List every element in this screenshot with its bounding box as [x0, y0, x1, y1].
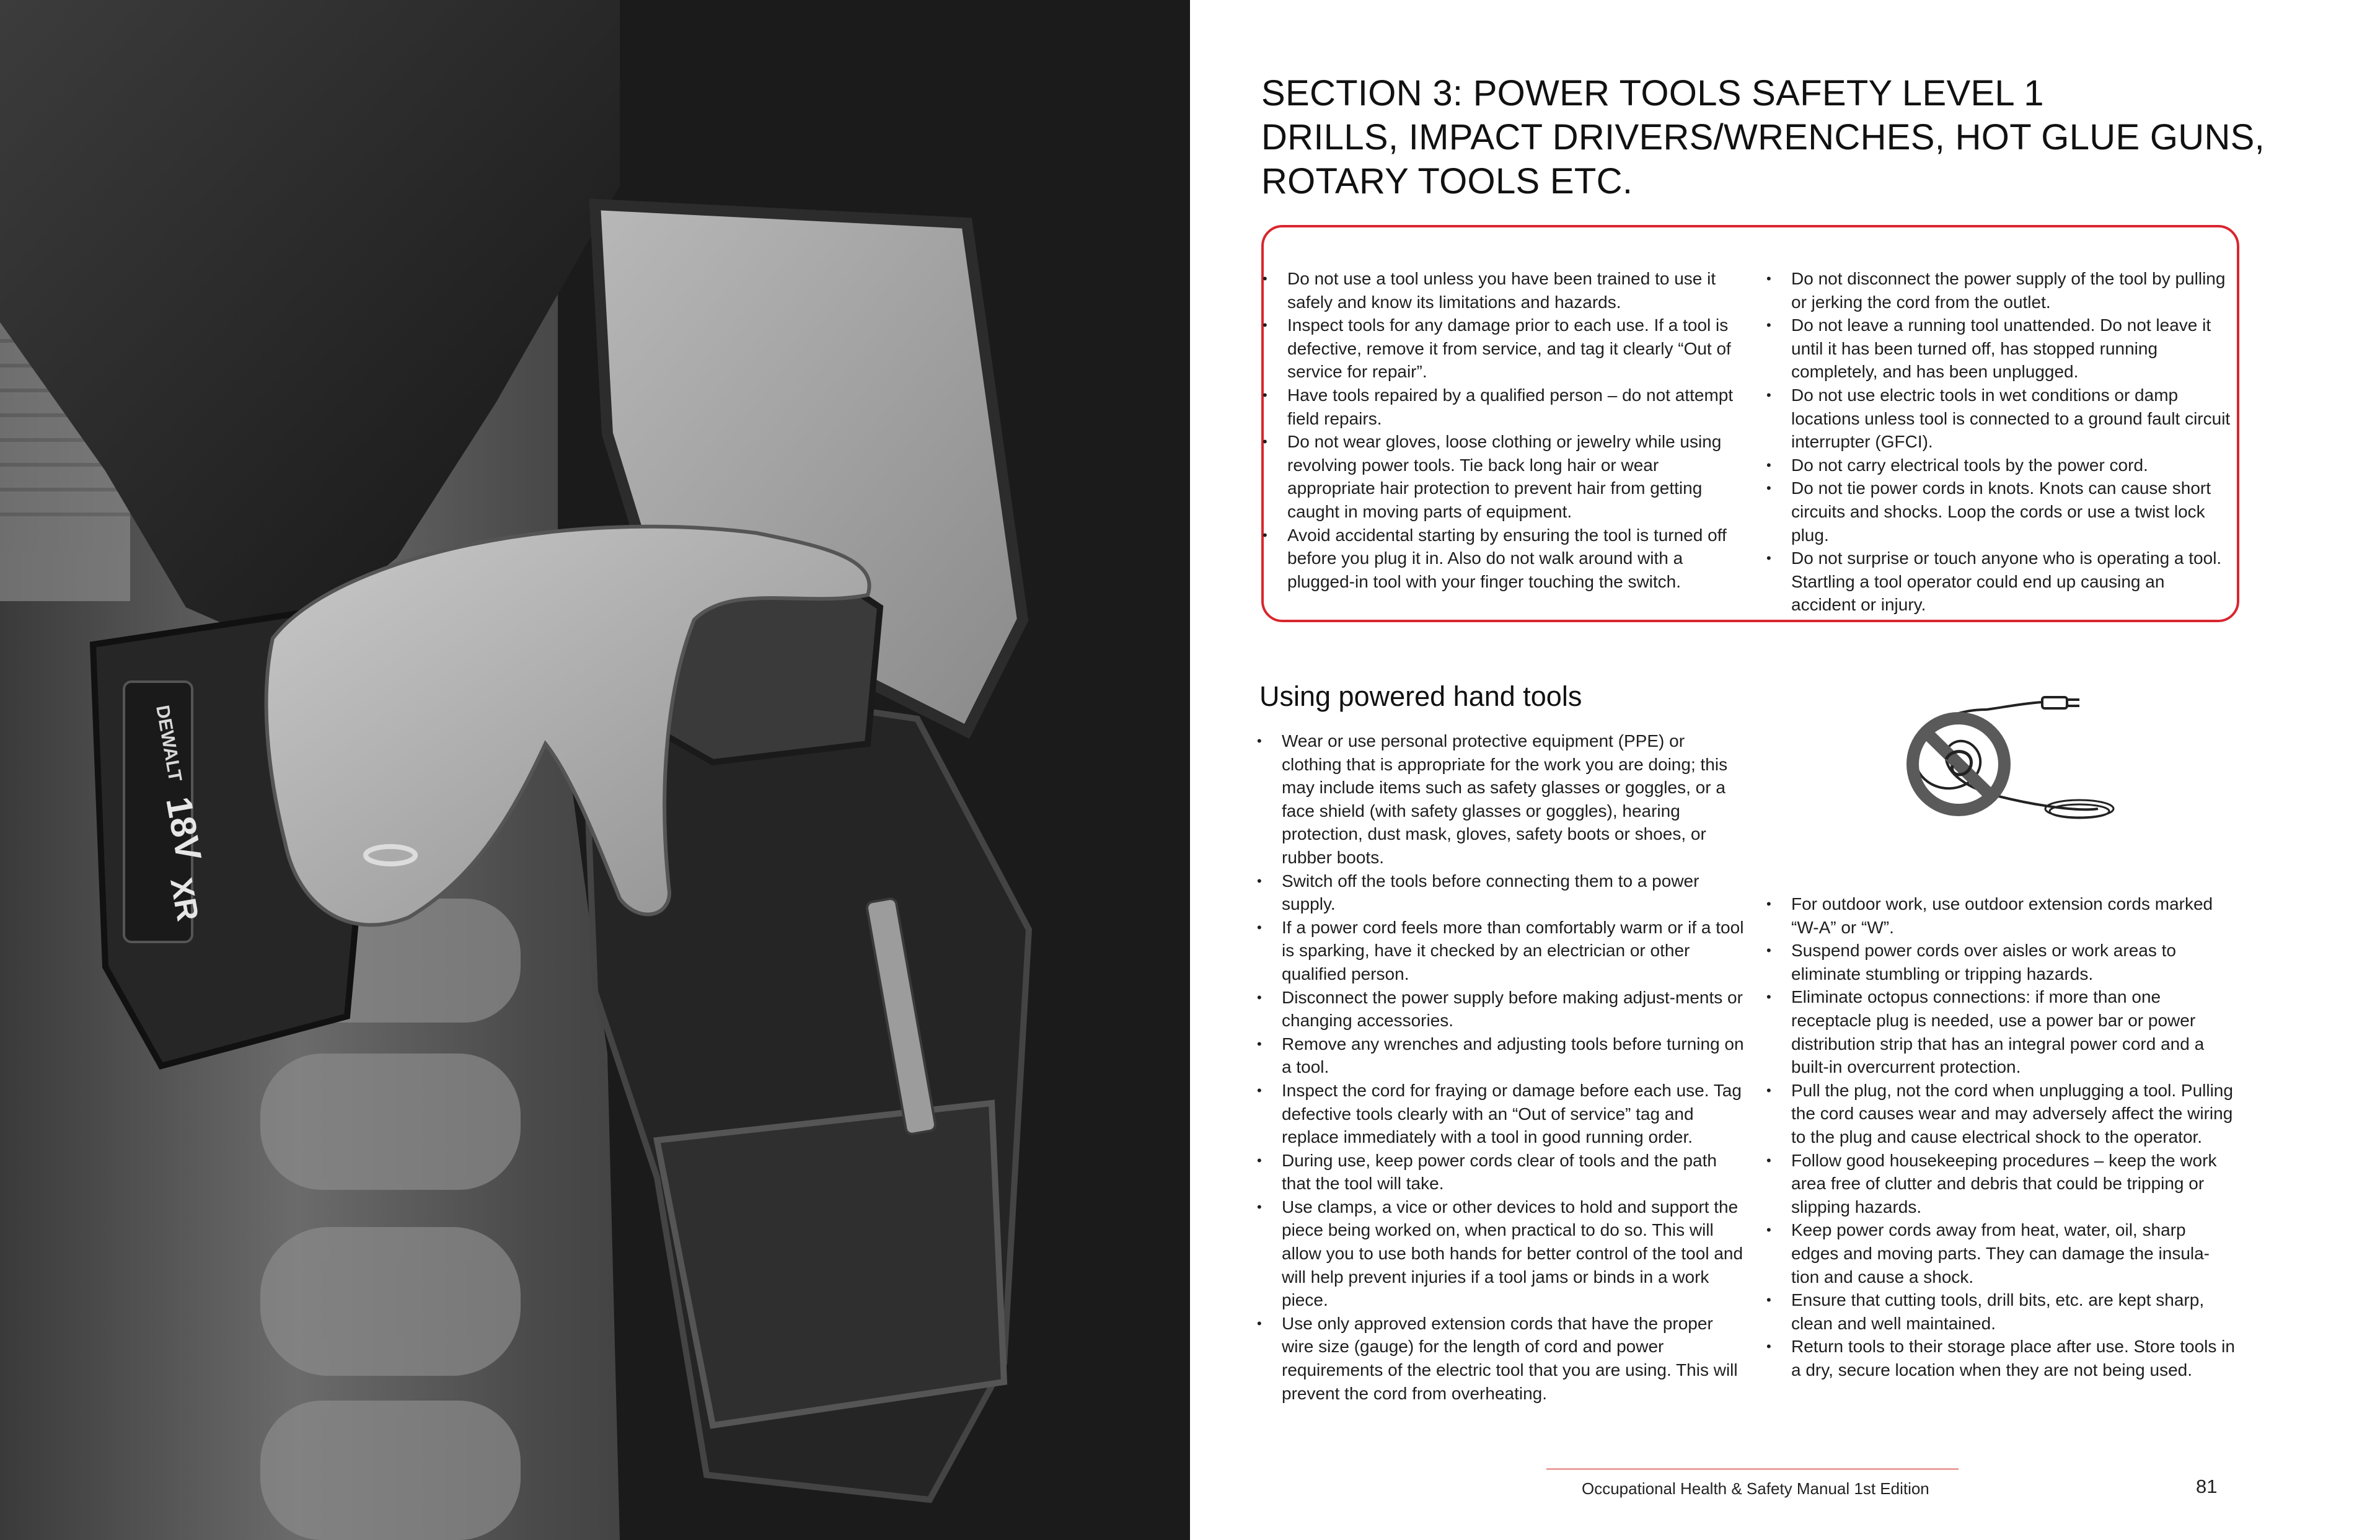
- warning-box-right-column: [1766, 267, 2231, 617]
- hand-tools-list-right: [1766, 892, 2237, 1381]
- list-item: • Do not wear gloves, loose clothing or jewelry while using revolving power tools. Tie back long hair or wear appropriate hair protection to prevent hair from getting caught in moving parts of equipment.: [1263, 430, 1740, 523]
- page-number: 81: [2196, 1476, 2218, 1497]
- manual-page: [1190, 0, 2380, 1540]
- list-item: • Suspend power cords over aisles or work areas to eliminate stumbling or tripping hazards.: [1766, 939, 2237, 985]
- battery-series-text: XR: [164, 875, 206, 924]
- list-item: • Switch off the tools before connecting them to a power supply.: [1257, 869, 1747, 916]
- list-item: • Return tools to their storage place after use. Store tools in a dry, secure location when they are not being used.: [1766, 1335, 2237, 1381]
- list-item: • Remove any wrenches and adjusting tools before turning on a tool.: [1257, 1032, 1747, 1079]
- battery-brand-text: DEWALT: [152, 703, 186, 783]
- warning-box-left-column: [1263, 267, 1740, 593]
- list-item: • Wear or use personal protective equipment (PPE) or clothing that is appropriate for the work you are doing; this may include items such as safety glasses or goggles, or a face shield (with safety glasses or goggles), hearing protection, dust mask, gloves, safety boots or shoes, or rubber boots.: [1257, 729, 1747, 869]
- list-item: • Do not carry electrical tools by the power cord.: [1766, 454, 2231, 477]
- section-title-line-2: DRILLS, IMPACT DRIVERS/WRENCHES, HOT GLUE GUNS,: [1261, 117, 2265, 157]
- no-knotted-cord-icon: [1893, 685, 2123, 837]
- list-item: • Keep power cords away from heat, water, oil, sharp edges and moving parts. They can damage the insula-tion and cause a shock.: [1766, 1218, 2237, 1288]
- list-item: • Do not tie power cords in knots. Knots can cause short circuits and shocks. Loop the cords or use a twist lock plug.: [1766, 477, 2231, 547]
- list-item: • Do not use electric tools in wet conditions or damp locations unless tool is connected to a ground fault circuit interrupter (GFCI).: [1766, 384, 2231, 454]
- list-item: • Do not use a tool unless you have been trained to use it safely and know its limitations and hazards.: [1263, 267, 1740, 314]
- section-title-line-1: SECTION 3: POWER TOOLS SAFETY LEVEL 1: [1261, 73, 2044, 113]
- battery-voltage-text: 18V: [158, 793, 209, 864]
- list-item: • Eliminate octopus connections: if more than one receptacle plug is needed, use a power bar or power distribution strip that has an integral power cord and a built-in overcurrent protection.: [1766, 985, 2237, 1078]
- list-item: • Do not leave a running tool unattended. Do not leave it until it has been turned off, has stopped running completely, and has been unplugged.: [1766, 314, 2231, 384]
- list-item: • Follow good housekeeping procedures – keep the work area free of clutter and debris that could be tripping or slipping hazards.: [1766, 1149, 2237, 1219]
- list-item: • Inspect tools for any damage prior to each use. If a tool is defective, remove it from service, and tag it clearly “Out of service for repair”.: [1263, 314, 1740, 384]
- list-item: • Disconnect the power supply before making adjust-ments or changing accessories.: [1257, 986, 1747, 1032]
- list-item: • Inspect the cord for fraying or damage before each use. Tag defective tools clearly with an “Out of service” tag and replace immediately with a tool in good running order.: [1257, 1079, 1747, 1149]
- hand-tools-right-column: [1766, 892, 2237, 1381]
- list-item: • If a power cord feels more than comfortably warm or if a tool is sparking, have it checked by an electrician or other qualified person.: [1257, 916, 1747, 986]
- hand-tools-heading: Using powered hand tools: [1259, 680, 1582, 712]
- list-item: • Use clamps, a vice or other devices to hold and support the piece being worked on, when practical to do so. This will allow you to use both hands for better control of the tool and will help prevent injuries if a tool jams or binds in a work piece.: [1257, 1195, 1747, 1312]
- section-title: [1261, 71, 2315, 203]
- list-item: • Do not disconnect the power supply of the tool by pulling or jerking the cord from the outlet.: [1766, 267, 2231, 314]
- hand-tools-left-column: [1257, 729, 1747, 1405]
- list-item: • Avoid accidental starting by ensuring the tool is turned off before you plug it in. Also do not walk around with a plugged-in tool with your finger touching the switch.: [1263, 524, 1740, 594]
- list-item: • Use only approved extension cords that have the proper wire size (gauge) for the length of cord and power requirements of the electric tool that you are using. This will prevent the cord from overheating.: [1257, 1312, 1747, 1405]
- warning-list-right: [1766, 267, 2231, 617]
- list-item: • Pull the plug, not the cord when unplugging a tool. Pulling the cord causes wear and may adversely affect the wiring to the plug and cause electrical shock to the operator.: [1766, 1079, 2237, 1149]
- side-pocket: [657, 1103, 1004, 1425]
- footer-divider: [1546, 1468, 1959, 1470]
- list-item: • Do not surprise or touch anyone who is operating a tool. Startling a tool operator could end up causing an accident or injury.: [1766, 547, 2231, 617]
- hand-tools-list-left: [1257, 729, 1747, 1405]
- section-title-line-3: ROTARY TOOLS ETC.: [1261, 161, 1633, 201]
- list-item: • Ensure that cutting tools, drill bits, etc. are kept sharp, clean and well maintained.: [1766, 1288, 2237, 1335]
- footer-manual-title: Occupational Health & Safety Manual 1st Edition: [1582, 1479, 1929, 1498]
- list-item: • Have tools repaired by a qualified person – do not attempt field repairs.: [1263, 384, 1740, 430]
- list-item: • For outdoor work, use outdoor extension cords marked “W-A” or “W”.: [1766, 892, 2237, 939]
- list-item: • During use, keep power cords clear of tools and the path that the tool will take.: [1257, 1149, 1747, 1195]
- warning-list-left: [1263, 267, 1740, 593]
